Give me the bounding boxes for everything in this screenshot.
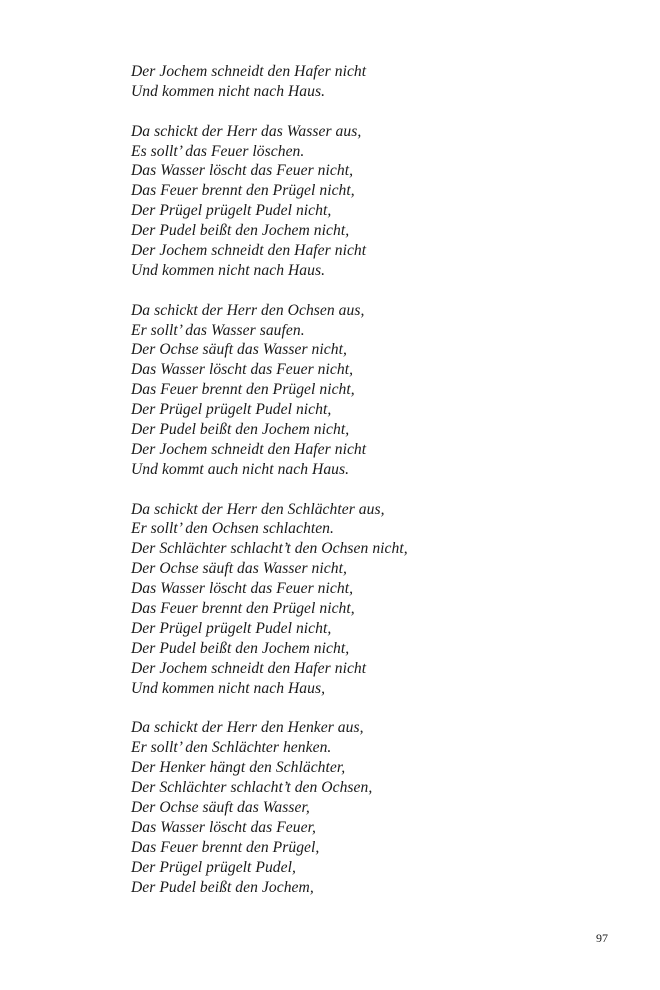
poem-line: Das Wasser löscht das Feuer nicht, (131, 162, 354, 180)
poem-line: Der Schlächter schlacht’t den Ochsen nicht, (131, 540, 408, 558)
poem-stanza (131, 301, 631, 480)
poem-line: Der Schlächter schlacht’t den Ochsen, (131, 779, 373, 797)
poem-line: Und kommt auch nicht nach Haus. (131, 460, 350, 478)
poem-line: Der Ochse säuft das Wasser nicht, (131, 341, 347, 359)
poem-stanza (131, 500, 631, 699)
poem-line: Der Pudel beißt den Jochem nicht, (131, 421, 350, 439)
poem-line: Das Feuer brennt den Prügel, (131, 838, 320, 856)
poem-line: Da schickt der Herr den Ochsen aus, (131, 301, 365, 319)
poem-line: Das Feuer brennt den Prügel nicht, (131, 381, 355, 399)
poem-line: Und kommen nicht nach Haus, (131, 679, 326, 697)
poem-line: Der Jochem schneidt den Hafer nicht (131, 659, 367, 677)
poem-line: Der Prügel prügelt Pudel, (131, 858, 296, 876)
poem-line: Der Jochem schneidt den Hafer nicht (131, 63, 367, 80)
poem-line: Der Prügel prügelt Pudel nicht, (131, 619, 332, 637)
poem-line: Das Feuer brennt den Prügel nicht, (131, 600, 355, 618)
poem-line: Der Henker hängt den Schlächter, (131, 759, 346, 777)
poem-line: Es sollt’ das Feuer löschen. (131, 142, 305, 160)
poem-line: Er sollt’ den Ochsen schlachten. (131, 520, 334, 538)
poem-line: Der Prügel prügelt Pudel nicht, (131, 401, 332, 419)
poem-line: Der Jochem schneidt den Hafer nicht (131, 440, 367, 458)
poem-line: Das Wasser löscht das Feuer, (131, 818, 316, 836)
poem-line: Und kommen nicht nach Haus. (131, 261, 326, 279)
poem-line: Der Pudel beißt den Jochem, (131, 878, 314, 896)
poem-line: Der Ochse säuft das Wasser nicht, (131, 560, 347, 578)
poem-line: Da schickt der Herr den Schlächter aus, (131, 500, 385, 518)
poem-line: Der Pudel beißt den Jochem nicht, (131, 222, 350, 240)
poem-line: Da schickt der Herr das Wasser aus, (131, 122, 362, 140)
poem-stanza (131, 122, 631, 281)
poem-line: Das Wasser löscht das Feuer nicht, (131, 580, 354, 598)
poem-line: Der Ochse säuft das Wasser, (131, 798, 310, 816)
poem-line: Da schickt der Herr den Henker aus, (131, 719, 364, 737)
poem-line: Der Prügel prügelt Pudel nicht, (131, 202, 332, 220)
poem-line: Und kommen nicht nach Haus. (131, 82, 326, 100)
page-number: 97 (596, 931, 608, 945)
poem-body (131, 62, 631, 917)
poem-line: Er sollt’ das Wasser saufen. (131, 321, 305, 339)
poem-stanza (131, 718, 631, 897)
poem-line: Das Wasser löscht das Feuer nicht, (131, 361, 354, 379)
poem-line: Der Pudel beißt den Jochem nicht, (131, 639, 350, 657)
poem-line: Er sollt’ den Schlächter henken. (131, 739, 332, 757)
poem-line: Das Feuer brennt den Prügel nicht, (131, 182, 355, 200)
poem-stanza (131, 62, 631, 102)
poem-line: Der Jochem schneidt den Hafer nicht (131, 242, 367, 260)
